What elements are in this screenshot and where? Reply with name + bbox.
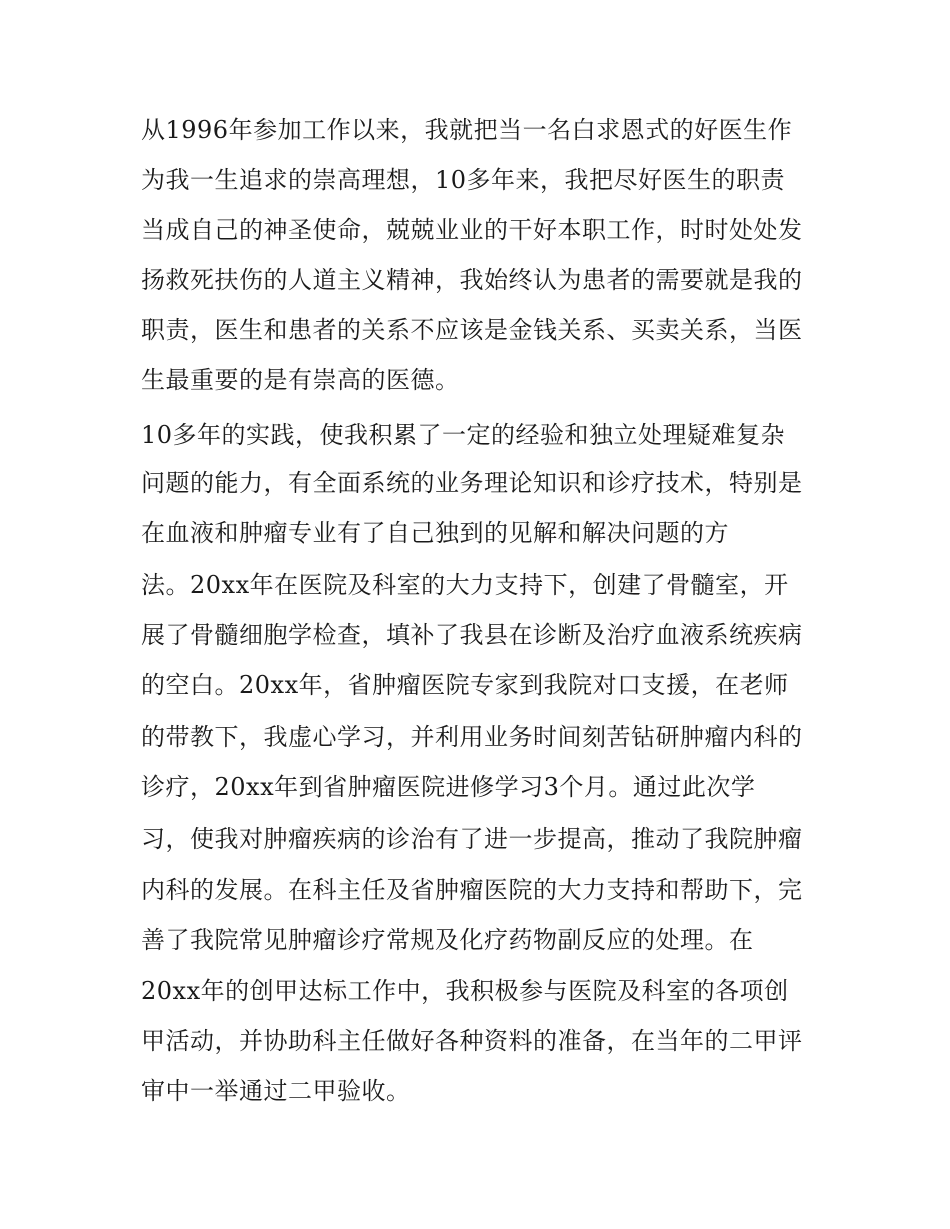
text-line: 当成自己的神圣使命，兢兢业业的干好本职工作，时时处处发	[141, 216, 803, 244]
text-line: 诊疗，20xx年到省肿瘤医院进修学习3个月。通过此次学	[141, 773, 756, 801]
text-line: 展了骨髓细胞学检查，填补了我县在诊断及治疗血液系统疾病	[141, 621, 803, 649]
text-line: 的带教下，我虚心学习，并利用业务时间刻苦钻研肿瘤内科的	[141, 723, 803, 751]
text-line: 生最重要的是有崇高的医德。	[141, 366, 460, 394]
text-line: 职责，医生和患者的关系不应该是金钱关系、买卖关系，当医	[141, 316, 803, 344]
text-line: 从1996年参加工作以来，我就把当一名白求恩式的好医生作	[141, 116, 793, 144]
text-line: 问题的能力，有全面系统的业务理论知识和诊疗技术，特别是	[141, 469, 803, 497]
text-line: 内科的发展。在科主任及省肿瘤医院的大力支持和帮助下，完	[141, 876, 803, 904]
text-line: 善了我院常见肿瘤诊疗常规及化疗药物副反应的处理。在	[141, 926, 754, 954]
text-line: 甲活动，并协助科主任做好各种资料的准备，在当年的二甲评	[141, 1027, 803, 1055]
text-line: 为我一生追求的崇高理想，10多年来，我把尽好医生的职责	[141, 166, 786, 194]
text-line: 习，使我对肿瘤疾病的诊治有了进一步提高，推动了我院肿瘤	[141, 825, 803, 853]
text-line: 的空白。20xx年，省肿瘤医院专家到我院对口支援，在老师	[141, 671, 789, 699]
text-line: 20xx年的创甲达标工作中，我积极参与医院及科室的各项创	[141, 977, 789, 1005]
text-line: 审中一举通过二甲验收。	[141, 1077, 411, 1105]
text-line: 10多年的实践，使我积累了一定的经验和独立处理疑难复杂	[141, 421, 786, 449]
text-line: 扬救死扶伤的人道主义精神，我始终认为患者的需要就是我的	[141, 266, 803, 294]
text-line: 法。20xx年在医院及科室的大力支持下，创建了骨髓室，开	[141, 571, 789, 599]
text-line: 在血液和肿瘤专业有了自己独到的见解和解决问题的方	[141, 519, 729, 547]
